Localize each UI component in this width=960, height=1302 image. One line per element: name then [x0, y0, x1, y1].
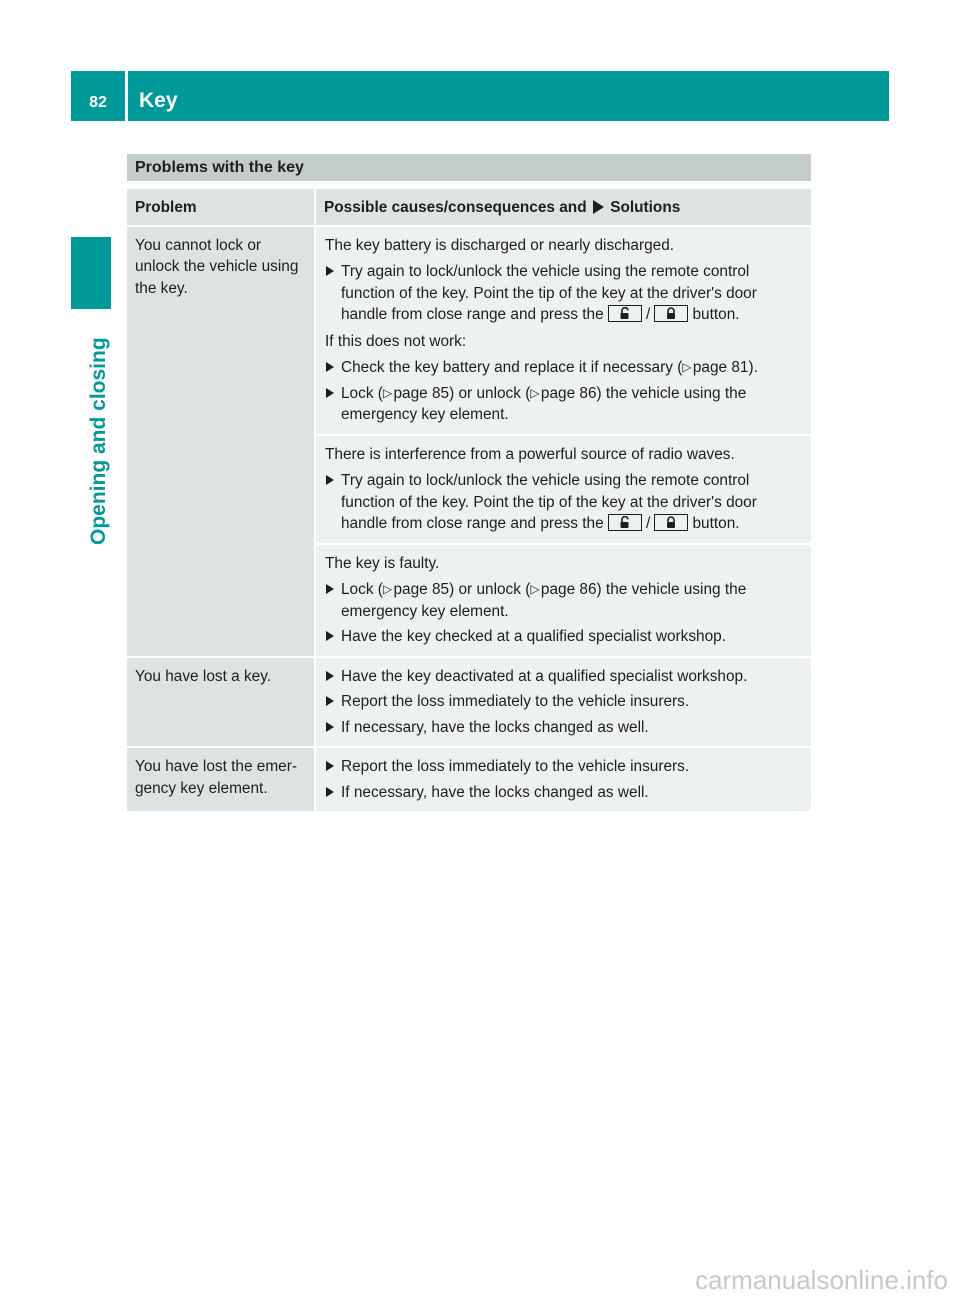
step-text: Lock (	[341, 384, 383, 402]
header-divider	[125, 71, 128, 121]
action-arrow-icon	[326, 787, 334, 797]
step-text-end: button.	[692, 515, 740, 532]
step-list	[325, 579, 805, 648]
step-text-end: ) the vehicle using the emergency key element.	[341, 384, 747, 423]
list-item	[325, 383, 805, 426]
step-text-mid: ) or unlock (	[449, 581, 531, 598]
table-row	[127, 657, 811, 748]
step-text: Report the loss immediately to the vehicle insurers.	[341, 758, 690, 775]
lock-button-icon	[654, 514, 688, 531]
action-arrow-icon	[326, 475, 334, 485]
cause-text: The key battery is discharged or nearly discharged.	[325, 236, 675, 254]
lock-button-icon	[654, 305, 688, 322]
section-title: Problems with the key	[127, 154, 811, 181]
list-item	[325, 579, 805, 622]
list-item	[325, 470, 805, 535]
unlock-button-icon	[608, 305, 642, 322]
step-list	[325, 261, 805, 326]
page-ref-link[interactable]: page 85	[393, 384, 450, 402]
step-text: Have the key checked at a qualified specialist workshop.	[341, 628, 726, 645]
slash-text: /	[645, 515, 651, 532]
unlock-button-icon	[608, 514, 642, 531]
solution-cell	[315, 435, 811, 544]
header-bar	[71, 71, 889, 121]
step-text: Try again to lock/unlock the vehicle using the remote control function of the key. Point the tip of the key at the driver's door handle from close range and press the	[341, 263, 757, 323]
step-text: If necessary, have the locks changed as well.	[341, 718, 649, 736]
step-text: Check the key battery and replace it if necessary (	[341, 359, 683, 376]
step-list	[325, 357, 805, 426]
action-arrow-icon	[326, 584, 334, 594]
problem-cell: You cannot lock or unlock the vehicle using the key.	[127, 226, 315, 657]
page-ref-icon: ▷	[382, 582, 393, 596]
list-item	[325, 666, 805, 688]
action-arrow-icon	[326, 722, 334, 732]
action-arrow-icon	[326, 671, 334, 681]
note-text: If this does not work:	[325, 332, 467, 350]
table-row	[127, 226, 811, 435]
solution-cell	[315, 226, 811, 435]
page-ref-icon: ▷	[382, 385, 393, 400]
step-text-end: ).	[748, 359, 758, 376]
step-text-mid: ) or unlock (	[449, 384, 531, 402]
step-list	[325, 756, 805, 803]
chapter-title: Key	[139, 89, 178, 112]
page-ref-link[interactable]: page 86	[540, 581, 597, 598]
table-header-row	[127, 189, 811, 226]
side-tab-marker	[71, 237, 111, 309]
action-arrow-icon	[326, 631, 334, 641]
column-header-solutions	[315, 189, 811, 226]
list-item	[325, 691, 805, 713]
page-ref-link[interactable]: page 85	[393, 581, 450, 598]
step-text: If necessary, have the locks changed as well.	[341, 783, 649, 801]
step-text-end: button.	[692, 306, 740, 323]
page-ref-link[interactable]: page 86	[540, 384, 597, 402]
page-ref-icon: ▷	[682, 360, 692, 374]
action-arrow-icon	[326, 388, 334, 398]
page-ref-link[interactable]: page 81	[692, 359, 749, 376]
list-item	[325, 626, 805, 648]
step-text-end: ) the vehicle using the emergency key element.	[341, 581, 747, 620]
step-list	[325, 666, 805, 739]
page-ref-icon: ▷	[530, 385, 540, 400]
column-header-solutions-suffix: Solutions	[610, 199, 681, 216]
list-item	[325, 717, 805, 739]
step-text: Have the key deactivated at a qualified specialist workshop.	[341, 667, 748, 685]
watermark: carmanualsonline.info	[695, 1265, 948, 1295]
cause-text: The key is faulty.	[325, 554, 440, 572]
step-text: Lock (	[341, 581, 383, 598]
list-item	[325, 261, 805, 326]
action-arrow-icon	[326, 266, 334, 276]
column-header-solutions-prefix: Possible causes/consequences and	[324, 199, 587, 216]
problem-cell: You have lost the emer-gency key element.	[127, 747, 315, 811]
step-text: Report the loss immediately to the vehicle insurers.	[341, 693, 690, 710]
list-item	[325, 756, 805, 778]
problems-table	[127, 189, 811, 811]
cause-text: There is interference from a powerful source of radio waves.	[325, 445, 735, 463]
page-ref-icon: ▷	[530, 582, 540, 596]
step-list	[325, 470, 805, 535]
page-number: 82	[89, 94, 107, 111]
step-text: Try again to lock/unlock the vehicle using the remote control function of the key. Point the tip of the key at the driver's door handle from close range and press the	[341, 472, 757, 532]
action-arrow-icon	[593, 200, 604, 214]
action-arrow-icon	[326, 761, 334, 771]
action-arrow-icon	[326, 362, 334, 372]
problem-cell: You have lost a key.	[127, 657, 315, 748]
action-arrow-icon	[326, 696, 334, 706]
column-header-problem: Problem	[127, 189, 315, 226]
solution-cell	[315, 747, 811, 811]
slash-text: /	[645, 306, 651, 323]
list-item	[325, 357, 805, 379]
side-tab-label: Opening and closing	[87, 337, 110, 545]
solution-cell	[315, 544, 811, 657]
table-row	[127, 747, 811, 811]
list-item	[325, 782, 805, 804]
solution-cell	[315, 657, 811, 748]
